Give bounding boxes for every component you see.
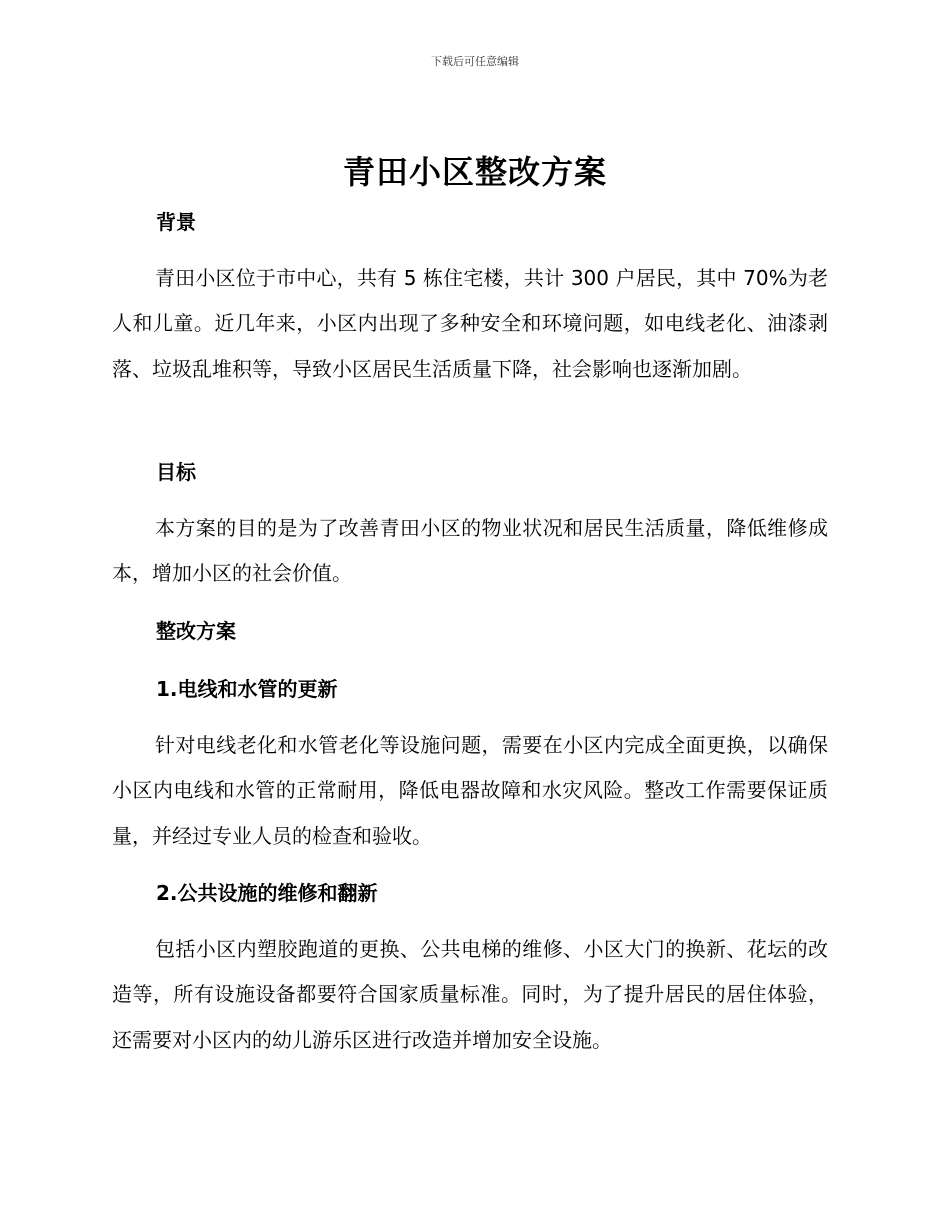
subsection-text-facilities: 包括小区内塑胶跑道的更换、公共电梯的维修、小区大门的换新、花坛的改造等，所有设施设备都要符合国家质量标准。同时，为了提升居民的居住体验，还需要对小区内的幼儿游乐区进行改造并增加安全设施。 [112, 937, 828, 1052]
header-note: 下载后可任意编辑 [431, 55, 519, 68]
section-text-goal: 本方案的目的是为了改善青田小区的物业状况和居民生活质量，降低维修成本，增加小区的社会价值。 [112, 516, 828, 586]
section-heading-goal: 目标 [156, 460, 196, 484]
section-text-background: 青田小区位于市中心，共有 5 栋住宅楼，共计 300 户居民，其中 70%为老人和儿童。近几年来，小区内出现了多种安全和环境问题，如电线老化、油漆剥落、垃圾乱堆积等，导致小区居民生活质量下降，社会影响也逐渐加剧。 [112, 266, 828, 381]
subsection-heading-facilities: 2.公共设施的维修和翻新 [156, 881, 378, 905]
document-title: 青田小区整改方案 [342, 153, 607, 191]
section-heading-background: 背景 [156, 210, 196, 234]
section-heading-plan: 整改方案 [156, 619, 236, 643]
subsection-text-wiring: 针对电线老化和水管老化等设施问题，需要在小区内完成全面更换，以确保小区内电线和水管的正常耐用，降低电器故障和水灾风险。整改工作需要保证质量，并经过专业人员的检查和验收。 [112, 733, 828, 848]
subsection-heading-wiring: 1.电线和水管的更新 [156, 677, 338, 701]
